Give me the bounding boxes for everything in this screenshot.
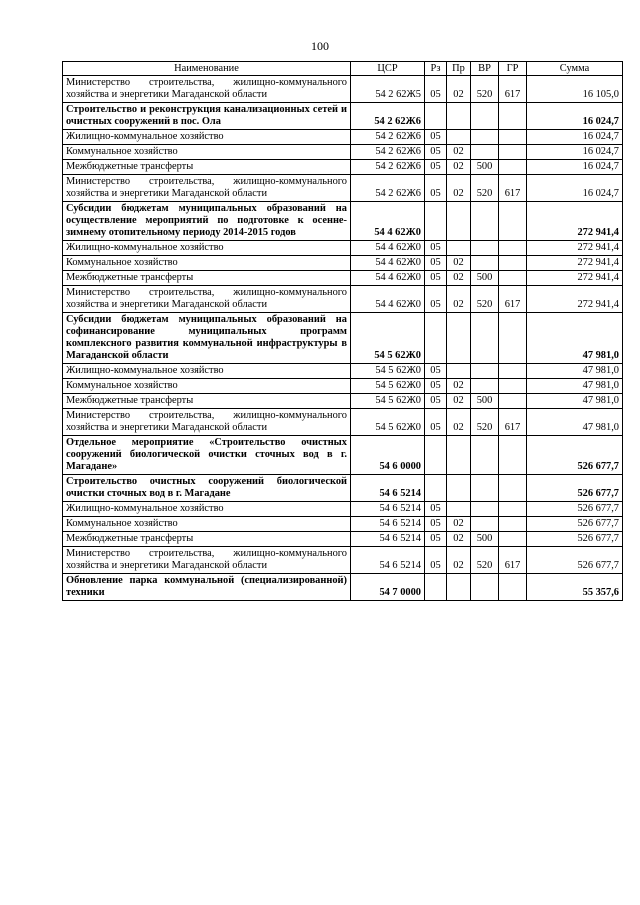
cell-name: Обновление парка коммунальной (специализированной) техники [63, 574, 351, 601]
cell-vr [471, 202, 499, 241]
cell-vr: 520 [471, 409, 499, 436]
cell-name: Жилищно-коммунальное хозяйство [63, 241, 351, 256]
cell-sum: 47 981,0 [527, 364, 623, 379]
cell-vr: 520 [471, 547, 499, 574]
cell-gr [499, 202, 527, 241]
cell-vr [471, 517, 499, 532]
column-header-vr: ВР [471, 62, 499, 76]
table-row [63, 532, 623, 547]
table-row [63, 130, 623, 145]
cell-csr: 54 2 62Ж6 [351, 130, 425, 145]
cell-name: Жилищно-коммунальное хозяйство [63, 502, 351, 517]
table-row [63, 175, 623, 202]
cell-pr: 02 [447, 532, 471, 547]
cell-name: Министерство строительства, жилищно-коммунального хозяйства и энергетики Магаданской области [63, 175, 351, 202]
cell-sum: 272 941,4 [527, 241, 623, 256]
column-header-gr: ГР [499, 62, 527, 76]
cell-csr: 54 4 62Ж0 [351, 256, 425, 271]
cell-rz: 05 [425, 145, 447, 160]
cell-sum: 16 024,7 [527, 103, 623, 130]
cell-gr [499, 436, 527, 475]
cell-name: Коммунальное хозяйство [63, 517, 351, 532]
cell-csr: 54 4 62Ж0 [351, 241, 425, 256]
cell-name: Жилищно-коммунальное хозяйство [63, 130, 351, 145]
table-row [63, 160, 623, 175]
cell-vr [471, 241, 499, 256]
cell-vr: 500 [471, 160, 499, 175]
cell-rz: 05 [425, 175, 447, 202]
cell-pr: 02 [447, 175, 471, 202]
cell-rz [425, 103, 447, 130]
table-row [63, 436, 623, 475]
cell-pr [447, 130, 471, 145]
cell-rz: 05 [425, 379, 447, 394]
cell-sum: 272 941,4 [527, 202, 623, 241]
cell-name: Субсидии бюджетам муниципальных образований на осуществление мероприятий по подготовке к осенне-зимнему отопительному периоду 2014-2015 годов [63, 202, 351, 241]
cell-pr: 02 [447, 547, 471, 574]
cell-csr: 54 2 62Ж6 [351, 175, 425, 202]
table-body [63, 76, 623, 601]
cell-rz: 05 [425, 502, 447, 517]
cell-csr: 54 6 5214 [351, 475, 425, 502]
cell-gr [499, 145, 527, 160]
cell-rz [425, 436, 447, 475]
cell-csr: 54 5 62Ж0 [351, 409, 425, 436]
cell-name: Коммунальное хозяйство [63, 379, 351, 394]
cell-gr: 617 [499, 547, 527, 574]
cell-csr: 54 6 5214 [351, 547, 425, 574]
cell-sum: 272 941,4 [527, 286, 623, 313]
cell-vr [471, 256, 499, 271]
cell-gr [499, 241, 527, 256]
cell-csr: 54 2 62Ж5 [351, 76, 425, 103]
cell-csr: 54 5 62Ж0 [351, 379, 425, 394]
cell-name: Министерство строительства, жилищно-коммунального хозяйства и энергетики Магаданской области [63, 76, 351, 103]
cell-pr [447, 436, 471, 475]
cell-name: Министерство строительства, жилищно-коммунального хозяйства и энергетики Магаданской области [63, 547, 351, 574]
cell-vr [471, 502, 499, 517]
cell-rz: 05 [425, 160, 447, 175]
cell-rz: 05 [425, 256, 447, 271]
table-row [63, 76, 623, 103]
cell-name: Межбюджетные трансферты [63, 394, 351, 409]
cell-vr [471, 574, 499, 601]
cell-csr: 54 6 5214 [351, 517, 425, 532]
cell-csr: 54 5 62Ж0 [351, 313, 425, 364]
cell-name: Министерство строительства, жилищно-коммунального хозяйства и энергетики Магаданской области [63, 409, 351, 436]
cell-pr: 02 [447, 76, 471, 103]
cell-pr: 02 [447, 256, 471, 271]
cell-gr: 617 [499, 409, 527, 436]
column-header-name: Наименование [63, 62, 351, 76]
cell-vr [471, 364, 499, 379]
cell-rz: 05 [425, 409, 447, 436]
cell-csr: 54 2 62Ж6 [351, 160, 425, 175]
cell-gr [499, 394, 527, 409]
cell-sum: 16 024,7 [527, 130, 623, 145]
cell-pr [447, 502, 471, 517]
cell-pr [447, 313, 471, 364]
cell-vr: 500 [471, 271, 499, 286]
cell-gr [499, 313, 527, 364]
cell-sum: 16 024,7 [527, 145, 623, 160]
table-row [63, 241, 623, 256]
cell-csr: 54 6 5214 [351, 502, 425, 517]
cell-gr: 617 [499, 175, 527, 202]
cell-gr [499, 574, 527, 601]
cell-pr [447, 475, 471, 502]
cell-pr: 02 [447, 379, 471, 394]
cell-sum: 526 677,7 [527, 517, 623, 532]
cell-csr: 54 6 5214 [351, 532, 425, 547]
table-row [63, 379, 623, 394]
cell-sum: 16 024,7 [527, 175, 623, 202]
cell-rz [425, 574, 447, 601]
cell-sum: 47 981,0 [527, 379, 623, 394]
cell-rz: 05 [425, 76, 447, 103]
cell-vr [471, 145, 499, 160]
cell-rz: 05 [425, 286, 447, 313]
cell-csr: 54 7 0000 [351, 574, 425, 601]
table-row [63, 394, 623, 409]
cell-vr [471, 103, 499, 130]
cell-vr: 500 [471, 532, 499, 547]
cell-name: Субсидии бюджетам муниципальных образований на софинансирование муниципальных программ комплексного развития коммунальной инфраструктуры в Магаданской области [63, 313, 351, 364]
cell-csr: 54 6 0000 [351, 436, 425, 475]
cell-pr: 02 [447, 271, 471, 286]
cell-rz: 05 [425, 547, 447, 574]
cell-name: Межбюджетные трансферты [63, 532, 351, 547]
cell-vr [471, 130, 499, 145]
table-header-row [63, 62, 623, 76]
cell-csr: 54 2 62Ж6 [351, 145, 425, 160]
cell-gr [499, 532, 527, 547]
cell-rz: 05 [425, 241, 447, 256]
table-row [63, 256, 623, 271]
cell-name: Строительство и реконструкция канализационных сетей и очистных сооружений в пос. Ола [63, 103, 351, 130]
cell-vr [471, 379, 499, 394]
cell-gr: 617 [499, 76, 527, 103]
cell-rz: 05 [425, 532, 447, 547]
table-row [63, 271, 623, 286]
table-row [63, 364, 623, 379]
cell-gr [499, 502, 527, 517]
cell-rz: 05 [425, 130, 447, 145]
page-number: 100 [311, 39, 329, 53]
cell-name: Межбюджетные трансферты [63, 271, 351, 286]
column-header-csr: ЦСР [351, 62, 425, 76]
cell-sum: 526 677,7 [527, 532, 623, 547]
cell-name: Жилищно-коммунальное хозяйство [63, 364, 351, 379]
cell-name: Коммунальное хозяйство [63, 145, 351, 160]
cell-sum: 272 941,4 [527, 271, 623, 286]
cell-pr [447, 202, 471, 241]
cell-csr: 54 5 62Ж0 [351, 364, 425, 379]
cell-rz: 05 [425, 394, 447, 409]
cell-pr: 02 [447, 409, 471, 436]
cell-sum: 526 677,7 [527, 547, 623, 574]
cell-vr [471, 313, 499, 364]
cell-name: Строительство очистных сооружений биологической очистки сточных вод в г. Магадане [63, 475, 351, 502]
cell-rz [425, 313, 447, 364]
cell-rz [425, 475, 447, 502]
cell-sum: 526 677,7 [527, 436, 623, 475]
cell-pr [447, 364, 471, 379]
cell-vr: 500 [471, 394, 499, 409]
cell-vr [471, 436, 499, 475]
cell-gr [499, 271, 527, 286]
cell-name: Межбюджетные трансферты [63, 160, 351, 175]
cell-rz: 05 [425, 517, 447, 532]
cell-gr [499, 130, 527, 145]
table-row [63, 574, 623, 601]
column-header-rz: Рз [425, 62, 447, 76]
cell-rz [425, 202, 447, 241]
cell-pr: 02 [447, 517, 471, 532]
budget-table [62, 61, 623, 601]
cell-csr: 54 5 62Ж0 [351, 394, 425, 409]
cell-sum: 47 981,0 [527, 313, 623, 364]
cell-gr [499, 364, 527, 379]
cell-vr: 520 [471, 76, 499, 103]
cell-sum: 55 357,6 [527, 574, 623, 601]
cell-sum: 272 941,4 [527, 256, 623, 271]
cell-sum: 526 677,7 [527, 475, 623, 502]
cell-rz: 05 [425, 271, 447, 286]
cell-vr: 520 [471, 175, 499, 202]
cell-pr [447, 241, 471, 256]
cell-gr [499, 256, 527, 271]
cell-sum: 16 105,0 [527, 76, 623, 103]
cell-csr: 54 4 62Ж0 [351, 202, 425, 241]
cell-csr: 54 4 62Ж0 [351, 271, 425, 286]
cell-pr: 02 [447, 394, 471, 409]
cell-vr: 520 [471, 286, 499, 313]
cell-gr [499, 517, 527, 532]
cell-sum: 47 981,0 [527, 394, 623, 409]
cell-gr [499, 103, 527, 130]
table-row [63, 103, 623, 130]
cell-sum: 16 024,7 [527, 160, 623, 175]
cell-gr: 617 [499, 286, 527, 313]
cell-pr [447, 103, 471, 130]
column-header-pr: Пр [447, 62, 471, 76]
cell-sum: 47 981,0 [527, 409, 623, 436]
cell-csr: 54 4 62Ж0 [351, 286, 425, 313]
cell-pr: 02 [447, 145, 471, 160]
cell-pr: 02 [447, 286, 471, 313]
cell-name: Отдельное мероприятие «Строительство очистных сооружений биологической очистки сточных вод в г. Магадане» [63, 436, 351, 475]
table-row [63, 313, 623, 364]
table-row [63, 502, 623, 517]
cell-gr [499, 160, 527, 175]
table-row [63, 286, 623, 313]
table-row [63, 517, 623, 532]
cell-pr: 02 [447, 160, 471, 175]
cell-gr [499, 475, 527, 502]
table-row [63, 145, 623, 160]
cell-rz: 05 [425, 364, 447, 379]
table-row [63, 409, 623, 436]
cell-vr [471, 475, 499, 502]
cell-sum: 526 677,7 [527, 502, 623, 517]
cell-name: Коммунальное хозяйство [63, 256, 351, 271]
cell-pr [447, 574, 471, 601]
column-header-sum: Сумма [527, 62, 623, 76]
cell-gr [499, 379, 527, 394]
table-row [63, 547, 623, 574]
table-row [63, 202, 623, 241]
cell-name: Министерство строительства, жилищно-коммунального хозяйства и энергетики Магаданской области [63, 286, 351, 313]
table-row [63, 475, 623, 502]
cell-csr: 54 2 62Ж6 [351, 103, 425, 130]
